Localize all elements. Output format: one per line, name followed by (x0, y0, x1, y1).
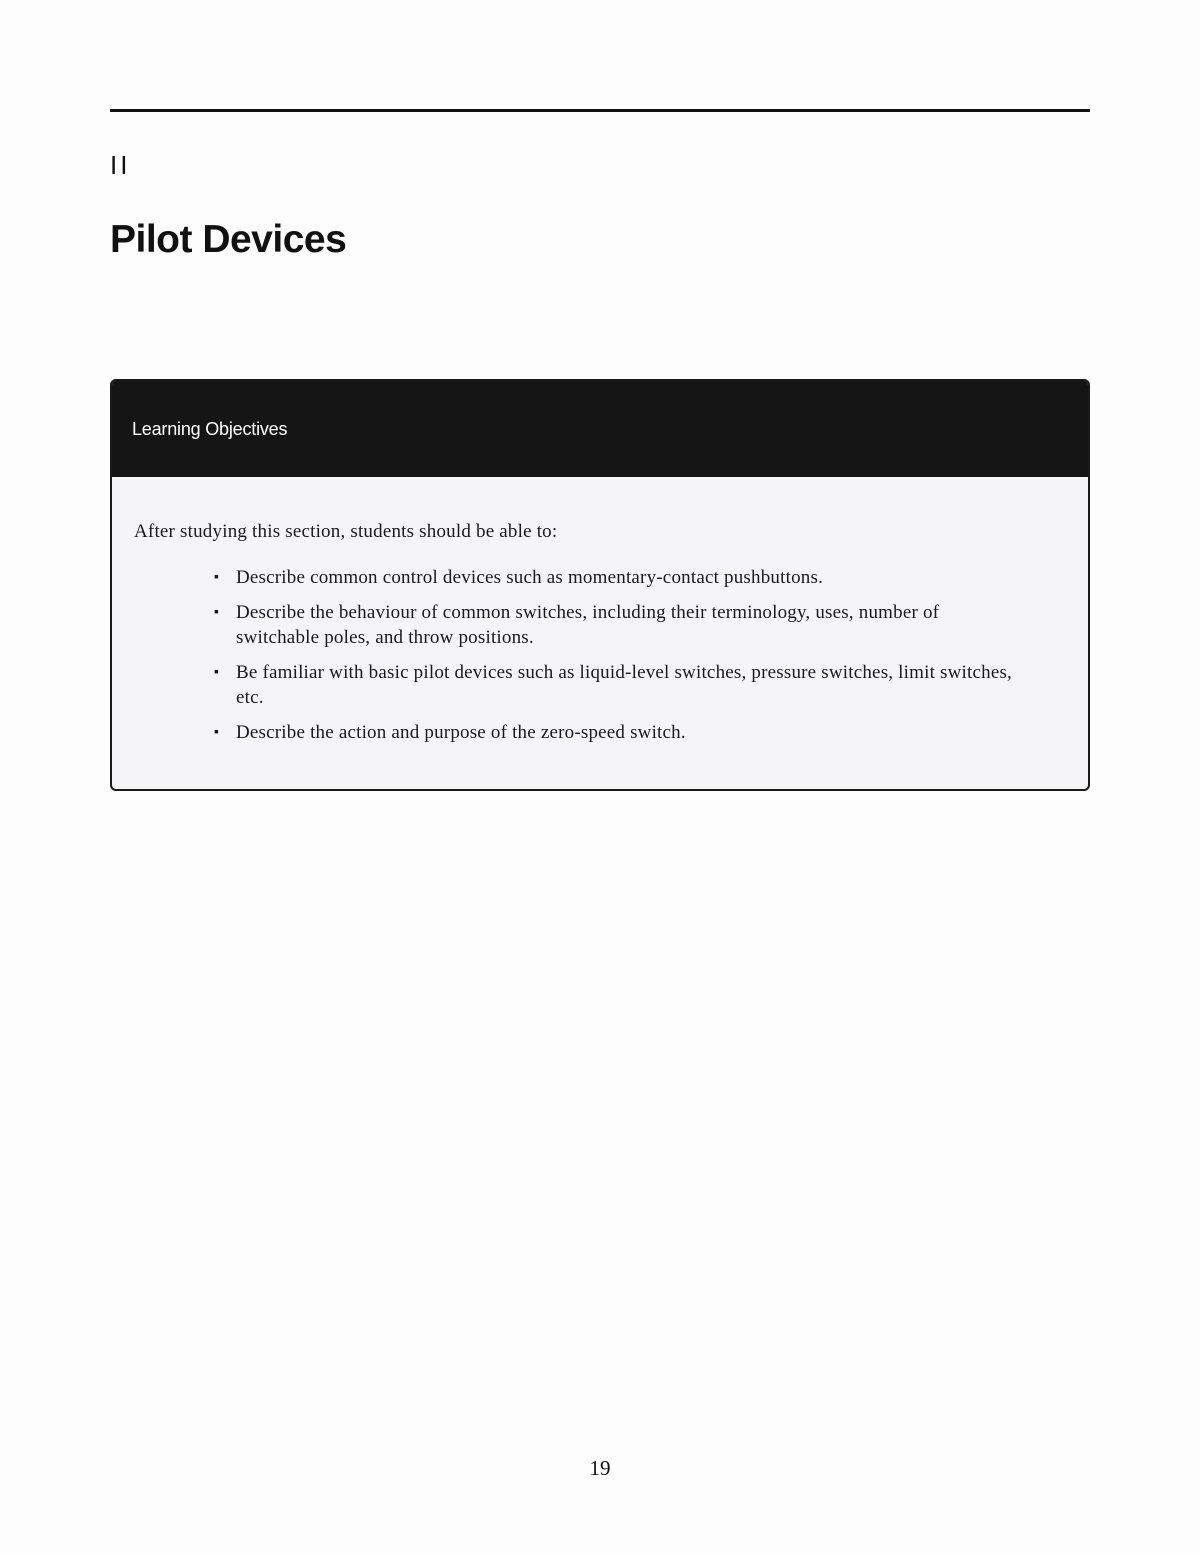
objective-item (214, 660, 1026, 710)
top-rule (110, 109, 1090, 112)
objective-item (214, 720, 1026, 745)
objective-text: Be familiar with basic pilot devices such as liquid-level switches, pressure switches, limit switches, etc. (236, 662, 1013, 708)
objective-text: Describe the behaviour of common switches, including their terminology, uses, number of switchable poles, and throw positions. (236, 602, 940, 648)
objective-item (214, 565, 1026, 590)
chapter-number: II (110, 150, 131, 180)
learning-objectives-body (112, 477, 1088, 745)
bullet-icon: ▪ (214, 665, 220, 680)
objective-item (214, 600, 1026, 650)
objective-text: Describe the action and purpose of the zero-speed switch. (236, 722, 686, 743)
learning-objectives-header (112, 381, 1088, 477)
bullet-icon: ▪ (214, 725, 220, 740)
page-number: 19 (589, 1456, 611, 1480)
objective-text: Describe common control devices such as momentary-contact pushbuttons. (236, 567, 824, 588)
bullet-icon: ▪ (214, 605, 220, 620)
objectives-list (134, 565, 1066, 745)
chapter-title: Pilot Devices (110, 218, 347, 261)
learning-objectives-heading: Learning Objectives (132, 418, 288, 439)
objectives-intro: After studying this section, students should be able to: (134, 521, 558, 542)
learning-objectives-box (110, 379, 1090, 791)
bullet-icon: ▪ (214, 570, 220, 585)
